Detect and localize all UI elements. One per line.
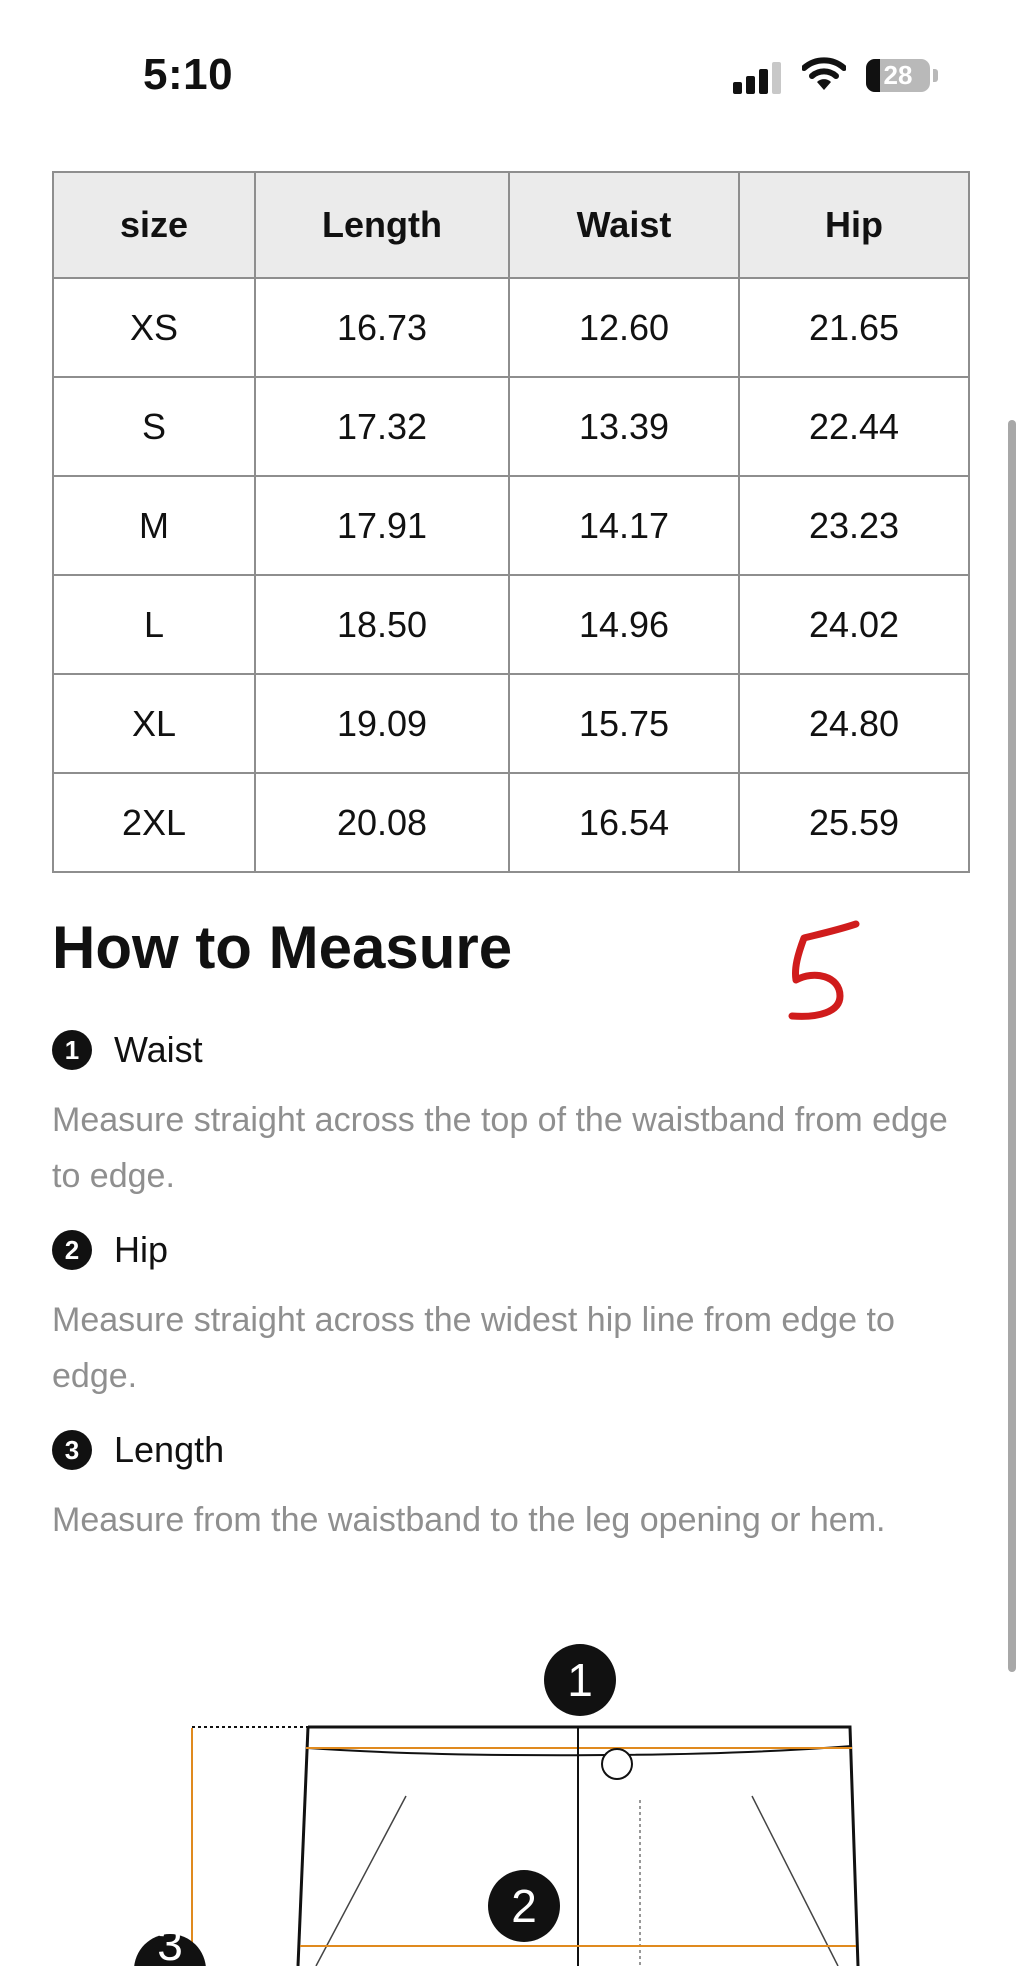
marker-2-label: 2 — [511, 1880, 537, 1932]
step-description: Measure straight across the widest hip line from edge to edge. — [52, 1301, 895, 1395]
step-number-badge: 1 — [52, 1030, 92, 1070]
cell-length: 16.73 — [255, 278, 509, 377]
scrollbar-thumb[interactable] — [1008, 420, 1016, 1672]
cell-size: M — [53, 476, 255, 575]
cell-hip: 24.80 — [739, 674, 969, 773]
cell-hip: 21.65 — [739, 278, 969, 377]
cell-length: 20.08 — [255, 773, 509, 872]
cell-hip: 22.44 — [739, 377, 969, 476]
table-row — [53, 575, 969, 674]
step-title: Waist — [114, 1029, 203, 1070]
table-row — [53, 476, 969, 575]
table-row — [53, 773, 969, 872]
cell-waist: 16.54 — [509, 773, 739, 872]
cell-waist: 14.17 — [509, 476, 739, 575]
cell-waist: 12.60 — [509, 278, 739, 377]
cell-hip: 25.59 — [739, 773, 969, 872]
status-time: 5:10 — [143, 50, 234, 99]
handwritten-annotation — [760, 910, 880, 1030]
header-size: size — [53, 172, 255, 278]
step-number-badge: 2 — [52, 1230, 92, 1270]
header-hip: Hip — [739, 172, 969, 278]
measure-steps — [52, 1022, 972, 1566]
marker-3 — [134, 1918, 206, 1966]
table-row — [53, 674, 969, 773]
marker-3-label: 3 — [157, 1918, 183, 1966]
step-title: Length — [114, 1429, 225, 1470]
status-bar — [0, 0, 1024, 130]
cell-size: XS — [53, 278, 255, 377]
cell-hip: 24.02 — [739, 575, 969, 674]
size-chart-table — [52, 171, 970, 873]
table-row — [53, 377, 969, 476]
step-title: Hip — [114, 1229, 169, 1270]
cell-hip: 23.23 — [739, 476, 969, 575]
cell-size: L — [53, 575, 255, 674]
step-description: Measure straight across the top of the waistband from edge to edge. — [52, 1101, 948, 1195]
table-header-row — [53, 172, 969, 278]
marker-1 — [544, 1644, 616, 1716]
battery-cap — [933, 69, 938, 82]
table-row — [53, 278, 969, 377]
cell-size: S — [53, 377, 255, 476]
header-waist: Waist — [509, 172, 739, 278]
marker-2 — [488, 1870, 560, 1942]
header-length: Length — [255, 172, 509, 278]
signal-icon — [733, 60, 785, 94]
wifi-icon — [802, 56, 846, 92]
cell-size: 2XL — [53, 773, 255, 872]
step-description: Measure from the waistband to the leg opening or hem. — [52, 1501, 886, 1539]
cell-length: 17.91 — [255, 476, 509, 575]
cell-length: 17.32 — [255, 377, 509, 476]
step-hip — [52, 1222, 972, 1404]
marker-1-label: 1 — [567, 1654, 593, 1706]
battery-icon — [866, 59, 930, 92]
cell-length: 18.50 — [255, 575, 509, 674]
section-title: How to Measure — [52, 914, 513, 981]
step-number-badge: 3 — [52, 1430, 92, 1470]
cell-waist: 15.75 — [509, 674, 739, 773]
cell-waist: 13.39 — [509, 377, 739, 476]
step-waist — [52, 1022, 972, 1204]
cell-size: XL — [53, 674, 255, 773]
step-length — [52, 1422, 972, 1548]
cell-waist: 14.96 — [509, 575, 739, 674]
shorts-measurement-diagram — [0, 1640, 1024, 1966]
cell-length: 19.09 — [255, 674, 509, 773]
battery-level: 28 — [883, 60, 913, 90]
